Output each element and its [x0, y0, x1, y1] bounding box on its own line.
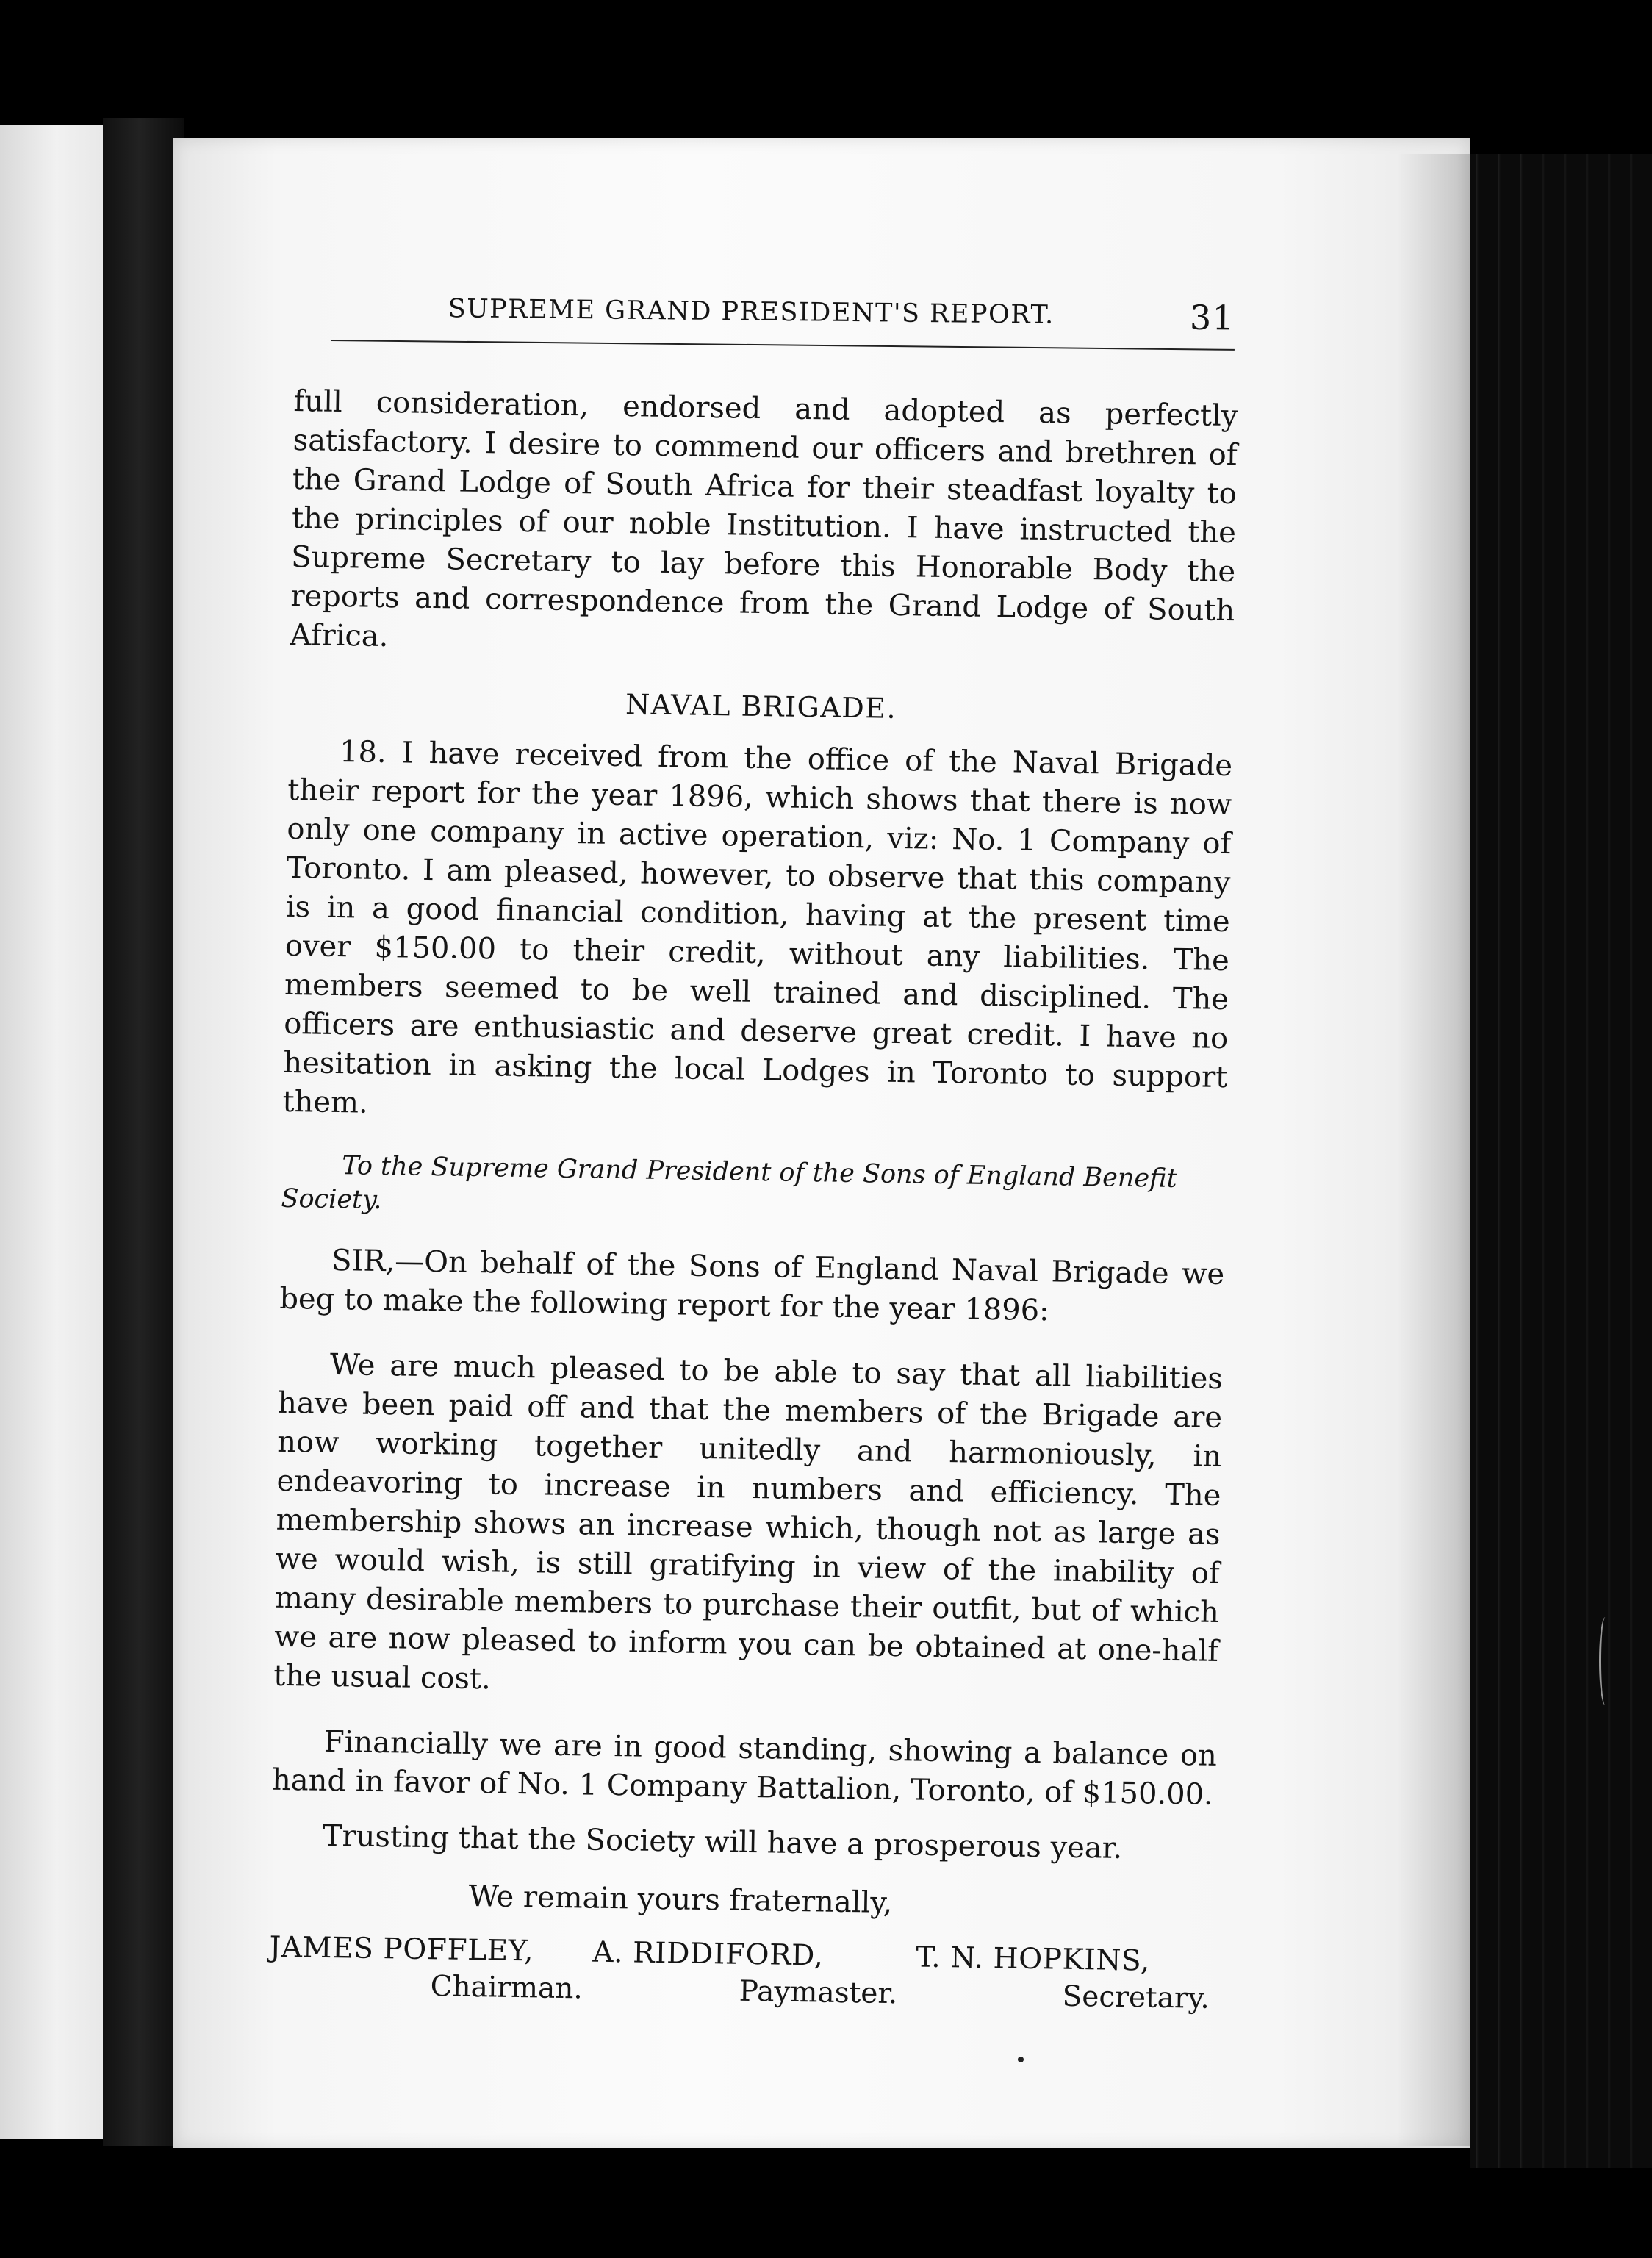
intro-paragraph: full consideration, endorsed and adopted as perfectly satisfactory. I desire to commend our officers and brethren of the Grand Lodge of South Africa for their steadfast loyalty to the principles of our noble Institution. I have instructed the Supreme Secretary to lay before this Honorable Body the reports and correspondence from the Grand Lodge of South Africa. [290, 384, 1238, 654]
section-title: NAVAL BRIGADE. [625, 688, 897, 725]
book-edge [1470, 154, 1652, 2168]
naval-brigade-paragraph: 18. I have received from the office of the Naval Brigade their report for the year 1896, which shows that there is now only one company in active operation, viz: No. 1 Company of Toronto. I am pleased, however, to observe that this company is in a good financial condition, having at the present time over $150.00 to their credit, without any liabilities. The members seemed to be well trained and disciplined. The officers are enthusiastic and deserve great credit. I have no hesitation in asking the local Lodges in Toronto to support them. [282, 735, 1233, 1120]
addressed-to: To the Supreme Grand President of the Sons of England Benefit Society. [281, 1151, 1177, 1216]
signatory-name: A. RIDDIFORD, [592, 1935, 824, 1973]
page-number: 31 [1189, 297, 1235, 338]
book-gutter [103, 118, 184, 2146]
signatory-title: Chairman. [430, 1970, 583, 2006]
page-content [268, 382, 1238, 2038]
page-crease [1599, 1617, 1612, 1705]
signatory-title: Paymaster. [739, 1974, 898, 2011]
page-header [433, 288, 1235, 340]
left-page-edge [0, 125, 103, 2139]
letter-opening: SIR,—On behalf of the Sons of England Naval Brigade we beg to make the following report for the year 1896: [279, 1243, 1225, 1328]
ink-speck [1018, 2057, 1024, 2062]
closing-line: We remain yours fraternally, [468, 1879, 893, 1921]
running-head: SUPREME GRAND PRESIDENT'S REPORT. [448, 294, 1055, 330]
letter-body-paragraph: Financially we are in good standing, showing a balance on hand in favor of No. 1 Company Battalion, Toronto, of $150.00. [271, 1724, 1218, 1812]
letter-body-paragraph: Trusting that the Society will have a prosperous year. [322, 1818, 1123, 1865]
signature-block [268, 1928, 1214, 2038]
letter-body-paragraph: We are much pleased to be able to say that all liabilities have been paid off and that the members of the Brigade are now working together unitedly and harmoniously, in endeavoring to increase in numbers and efficiency. The membership shows an increase which, though not as large as we would wish, is still gratifying in view of the inability of many desirable members to purchase their outfit, but of which we are now pleased to inform you can be obtained at one-half the usual cost. [273, 1347, 1224, 1696]
signatory-title: Secretary. [1062, 1979, 1210, 2015]
signatory-name: JAMES POFFLEY, [269, 1930, 534, 1968]
signatory-name: T. N. HOPKINS, [916, 1940, 1151, 1978]
